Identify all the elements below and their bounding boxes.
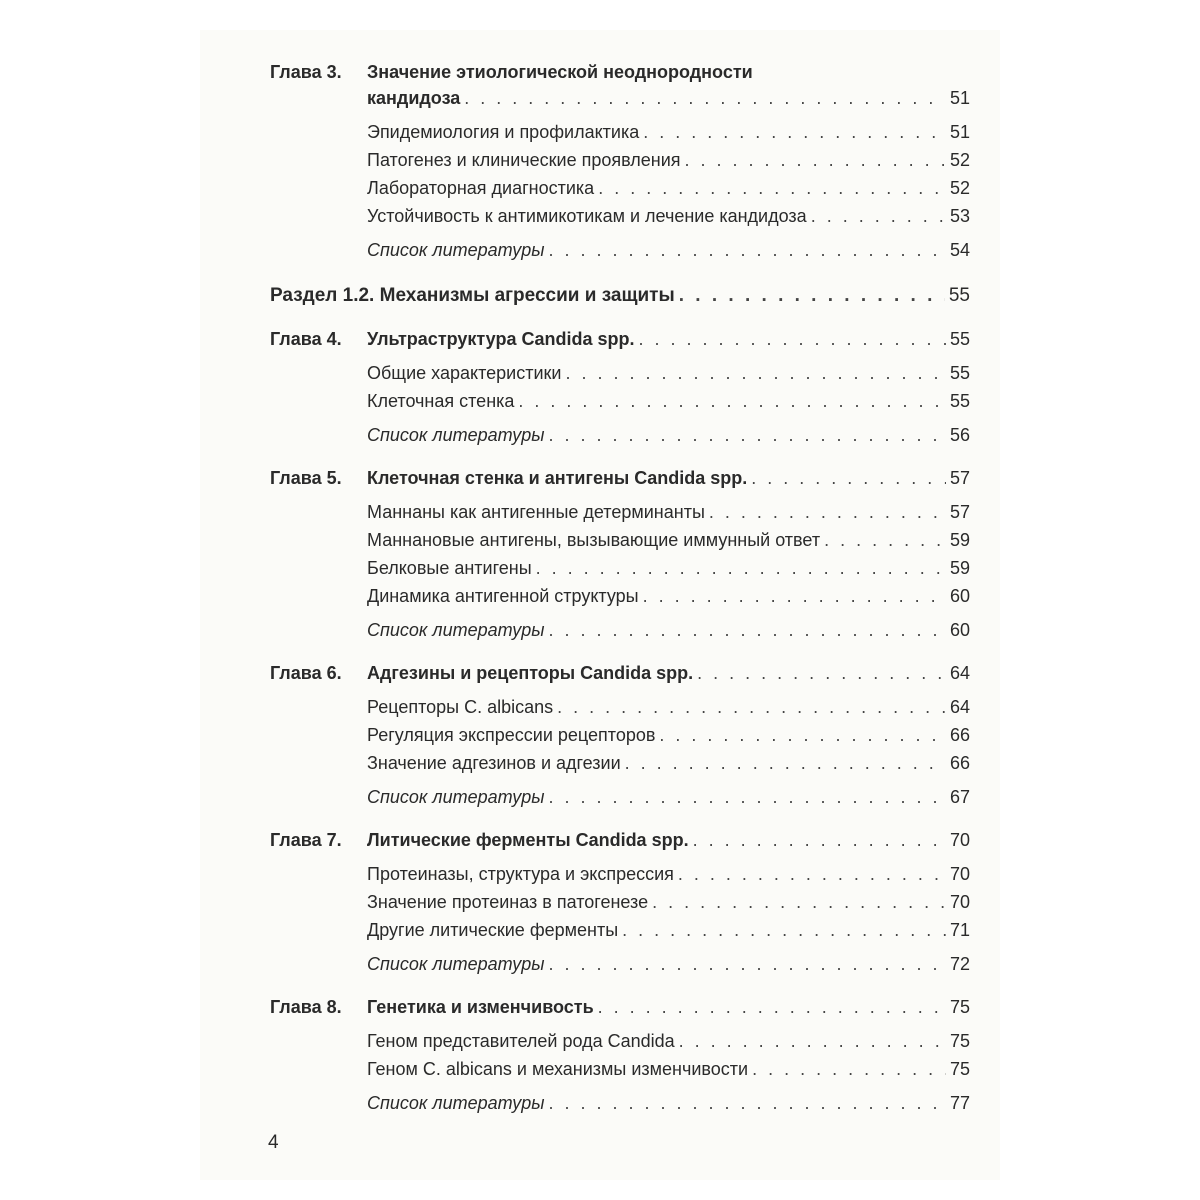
dot-leader	[752, 1055, 946, 1083]
chapter-6-heading[interactable]	[270, 659, 970, 687]
page-number: 59	[949, 530, 970, 550]
dot-leader	[643, 118, 946, 146]
page-number: 60	[949, 620, 970, 640]
chapter-number: Глава 4.	[270, 329, 342, 349]
toc-entry[interactable]	[270, 146, 970, 174]
chapter-title-continued: кандидоза	[367, 88, 461, 108]
chapter-7-heading[interactable]	[270, 826, 970, 854]
chapter-number: Глава 3.	[270, 62, 342, 82]
entry-title: Рецепторы C. albicans	[367, 697, 554, 717]
page-number: 64	[949, 697, 970, 717]
entry-title: Лабораторная диагностика	[367, 178, 595, 198]
entry-title: Список литературы	[367, 620, 545, 640]
page-number: 56	[949, 425, 970, 445]
page-number: 53	[949, 206, 970, 226]
toc-entry[interactable]	[270, 721, 970, 749]
chapter-title: Генетика и изменчивость	[367, 997, 594, 1017]
dot-leader	[598, 174, 946, 202]
chapter-number: Глава 8.	[270, 997, 342, 1017]
dot-leader	[638, 325, 946, 353]
entry-title: Значение адгезинов и адгезии	[367, 753, 621, 773]
dot-leader	[685, 146, 946, 174]
page-number: 60	[949, 586, 970, 606]
toc-entry[interactable]	[270, 118, 970, 146]
page-number: 59	[949, 558, 970, 578]
dot-leader	[625, 749, 946, 777]
chapter-5-heading[interactable]	[270, 464, 970, 492]
chapter-4-heading[interactable]	[270, 325, 970, 353]
chapter-number: Глава 5.	[270, 468, 342, 488]
table-of-contents	[270, 60, 970, 1117]
page-number: 70	[949, 864, 970, 884]
toc-entry[interactable]	[270, 1027, 970, 1055]
page-number: 67	[949, 787, 970, 807]
dot-leader	[598, 993, 946, 1021]
entry-title: Регуляция экспрессии рецепторов	[367, 725, 656, 745]
toc-entry[interactable]	[270, 582, 970, 610]
toc-entry[interactable]	[270, 888, 970, 916]
dot-leader	[693, 826, 946, 854]
section-title: Раздел 1.2. Механизмы агрессии и защиты	[270, 285, 675, 306]
page-number-footer: 4	[268, 1132, 279, 1153]
dot-leader	[548, 783, 946, 811]
entry-title: Другие литические ферменты	[367, 920, 619, 940]
dot-leader	[548, 1089, 946, 1117]
entry-title: Маннановые антигены, вызывающие иммунный ответ	[367, 530, 821, 550]
dot-leader	[824, 526, 946, 554]
dot-leader	[679, 1027, 946, 1055]
page-number: 75	[949, 997, 970, 1017]
entry-title: Патогенез и клинические проявления	[367, 150, 681, 170]
chapter-title: Клеточная стенка и антигены Candida spp.	[367, 468, 748, 488]
dot-leader	[557, 693, 946, 721]
toc-entry[interactable]	[270, 202, 970, 230]
entry-title: Список литературы	[367, 425, 545, 445]
page-number: 55	[948, 285, 970, 306]
entry-title: Список литературы	[367, 954, 545, 974]
entry-title: Белковые антигены	[367, 558, 532, 578]
section-heading[interactable]	[270, 282, 970, 310]
dot-leader	[811, 202, 946, 230]
chapter-title: Ультраструктура Candida spp.	[367, 329, 635, 349]
toc-entry[interactable]	[270, 498, 970, 526]
entry-title: Эпидемиология и профилактика	[367, 122, 640, 142]
page-number: 57	[949, 502, 970, 522]
page-number: 75	[949, 1031, 970, 1051]
dot-leader	[548, 236, 946, 264]
toc-entry[interactable]	[270, 860, 970, 888]
page-number: 64	[949, 663, 970, 683]
chapter-8-heading[interactable]	[270, 993, 970, 1021]
toc-entry[interactable]	[270, 749, 970, 777]
dot-leader	[751, 464, 946, 492]
chapter-3-heading-line1	[270, 60, 970, 84]
entry-title: Клеточная стенка	[367, 391, 515, 411]
page-number: 72	[949, 954, 970, 974]
toc-entry[interactable]	[270, 387, 970, 415]
references-entry[interactable]	[270, 421, 970, 449]
entry-title: Список литературы	[367, 240, 545, 260]
dot-leader	[548, 616, 946, 644]
page-number: 52	[949, 150, 970, 170]
dot-leader	[464, 84, 946, 112]
dot-leader	[709, 498, 946, 526]
entry-title: Геном представителей рода Candida	[367, 1031, 675, 1051]
dot-leader	[678, 860, 946, 888]
page-number: 70	[949, 830, 970, 850]
dot-leader	[518, 387, 946, 415]
toc-entry[interactable]	[270, 359, 970, 387]
toc-entry[interactable]	[270, 174, 970, 202]
page-number: 51	[949, 122, 970, 142]
chapter-title: Литические ферменты Candida spp.	[367, 830, 689, 850]
dot-leader	[652, 888, 946, 916]
dot-leader	[643, 582, 946, 610]
references-entry[interactable]	[270, 236, 970, 264]
page-number: 70	[949, 892, 970, 912]
toc-entry[interactable]	[270, 526, 970, 554]
entry-title: Геном C. albicans и механизмы изменчивости	[367, 1059, 749, 1079]
page-number: 54	[949, 240, 970, 260]
dot-leader	[697, 659, 946, 687]
chapter-3-heading-line2[interactable]	[270, 84, 970, 112]
entry-title: Маннаны как антигенные детерминанты	[367, 502, 705, 522]
chapter-number: Глава 7.	[270, 830, 342, 850]
entry-title: Общие характеристики	[367, 363, 562, 383]
references-entry[interactable]	[270, 616, 970, 644]
toc-entry[interactable]	[270, 916, 970, 944]
entry-title: Список литературы	[367, 1093, 545, 1113]
dot-leader	[548, 950, 946, 978]
dot-leader	[548, 421, 946, 449]
page-number: 57	[949, 468, 970, 488]
references-entry[interactable]	[270, 1089, 970, 1117]
entry-title: Протеиназы, структура и экспрессия	[367, 864, 674, 884]
toc-entry[interactable]	[270, 693, 970, 721]
chapter-title: Значение этиологической неоднородности	[367, 62, 753, 82]
page-number: 66	[949, 725, 970, 745]
page-number: 55	[949, 363, 970, 383]
chapter-number: Глава 6.	[270, 663, 342, 683]
toc-entry[interactable]	[270, 1055, 970, 1083]
entry-title: Устойчивость к антимикотикам и лечение кандидоза	[367, 206, 807, 226]
page-number: 55	[949, 329, 970, 349]
dot-leader	[565, 359, 946, 387]
page-number: 77	[949, 1093, 970, 1113]
toc-entry[interactable]	[270, 554, 970, 582]
dot-leader	[659, 721, 946, 749]
references-entry[interactable]	[270, 950, 970, 978]
page-number: 51	[949, 88, 970, 108]
dot-leader	[536, 554, 946, 582]
page-number: 52	[949, 178, 970, 198]
page-number: 71	[949, 920, 970, 940]
page-number: 55	[949, 391, 970, 411]
entry-title: Список литературы	[367, 787, 545, 807]
dot-leader	[679, 282, 945, 310]
references-entry[interactable]	[270, 783, 970, 811]
page-number: 66	[949, 753, 970, 773]
dot-leader	[622, 916, 946, 944]
page-number: 75	[949, 1059, 970, 1079]
chapter-title: Адгезины и рецепторы Candida spp.	[367, 663, 694, 683]
entry-title: Значение протеиназ в патогенезе	[367, 892, 649, 912]
entry-title: Динамика антигенной структуры	[367, 586, 639, 606]
